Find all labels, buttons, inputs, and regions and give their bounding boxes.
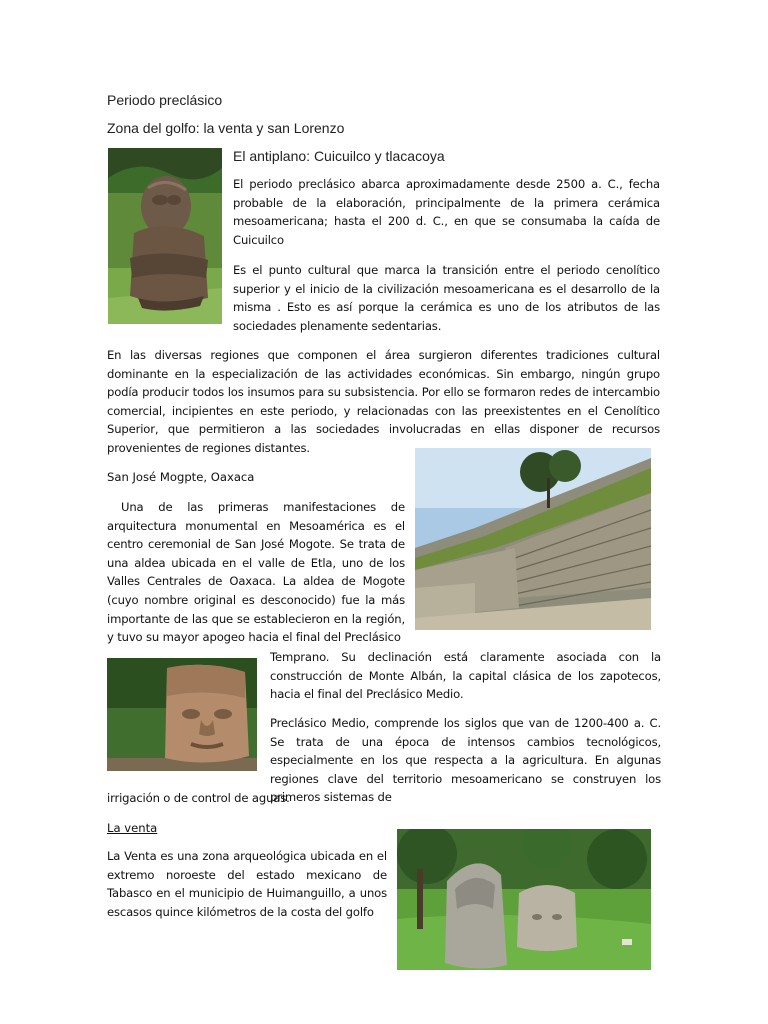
seated-statue-photo — [108, 148, 222, 324]
paragraph-4b: Temprano. Su declinación está claramente asociada con la construcción de Monte Albán, la capital clásica de los zapotecos, hacia el final del Preclásico Medio. — [270, 650, 661, 702]
olmec-head-photo — [107, 658, 257, 771]
heading-antiplano: El antiplano: Cuicuilco y tlacacoya — [233, 148, 445, 164]
heading-san-jose: San José Mogpte, Oaxaca — [107, 470, 255, 484]
paragraph-5b: irrigación o de control de aguas. — [107, 791, 290, 805]
paragraph-5a: Preclásico Medio, comprende los siglos que van de 1200-400 a. C. Se trata de una época de intensos cambios tecnológicos, especialmente en los que respecta a la agricultura. En algunas regiones clave del territorio mesoamericano se construyen los primeros sistemas de — [270, 716, 661, 805]
heading-periodo: Periodo preclásico — [107, 92, 223, 108]
heading-zona-golfo: Zona del golfo: la venta y san Lorenzo — [107, 120, 345, 136]
paragraph-6: La Venta es una zona arqueológica ubicada en el extremo noroeste del estado mexicano de Tabasco en el municipio de Huimanguillo, a unos escasos quince kilómetros de la costa del golfo — [107, 849, 387, 919]
la-venta-park-photo — [397, 829, 651, 970]
paragraph-3: En las diversas regiones que componen el área surgieron diferentes tradiciones cultural dominante en la especialización de las actividades económicas. Sin embargo, ningún grupo podía producir todos los insumos para su subsistencia. Por ello se formaron redes de intercambio comercial, incipientes en este periodo, y relacionadas con las preexistentes en el Cenolítico Superior, que permitieron a las sociedades involucradas en ellas disponer de recursos provenientes de regiones distantes. — [107, 348, 660, 455]
stone-platform-photo — [415, 448, 651, 630]
paragraph-2: Es el punto cultural que marca la transición entre el periodo cenolítico superior y el inicio de la civilización mesoamericana es el desarrollo de la misma . Esto es así porque la cerámica es uno de los atributos de las sociedades plenamente sedentarias. — [233, 263, 660, 333]
paragraph-1: El periodo preclásico abarca aproximadamente desde 2500 a. C., fecha probable de la elaboración, principalmente de la primera cerámica mesoamericana; hasta el 200 d. C., en que se consumaba la caída de Cuicuilco — [233, 177, 660, 247]
paragraph-4a: Una de las primeras manifestaciones de arquitectura monumental en Mesoamérica es el centro ceremonial de San José Mogote. Se trata de una aldea ubicada en el valle de Etla, uno de los Valles Centrales de Oaxaca. La aldea de Mogote (cuyo nombre original es desconocido) fue la más importante de las que se establecieron en la región, y tuvo su mayor apogeo hacia el final del Preclásico — [107, 500, 405, 645]
heading-la-venta: La venta — [107, 821, 158, 835]
